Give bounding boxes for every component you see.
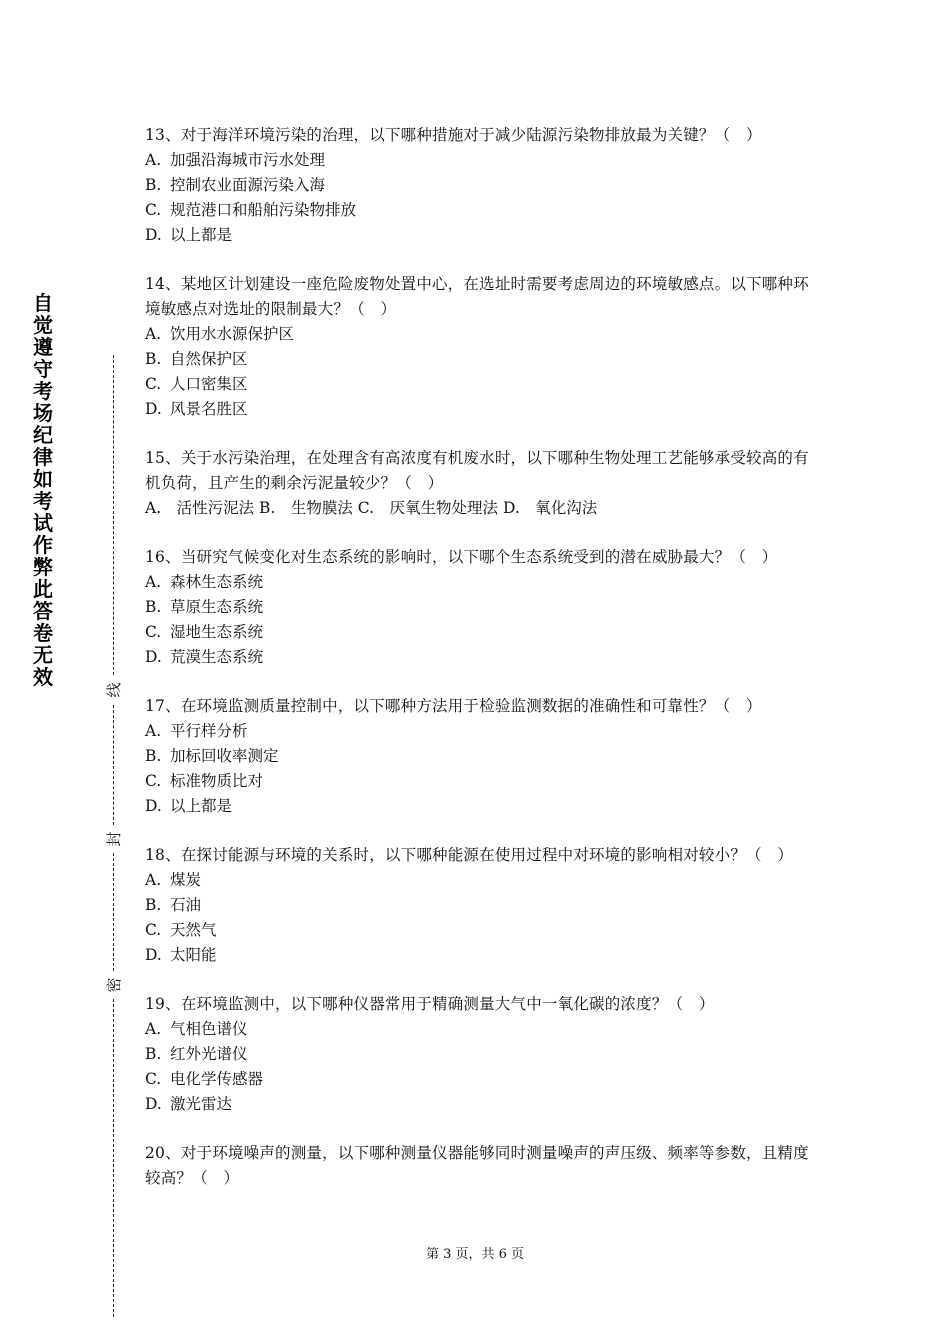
option-text: 太阳能 (170, 946, 217, 964)
question-18 (145, 843, 817, 968)
option-letter: C. (145, 201, 162, 219)
question-stem: 19、在环境监测中，以下哪种仪器常用于精确测量大气中一氧化碳的浓度？（ ） (145, 995, 715, 1013)
notice-char: 此 (33, 577, 53, 601)
option-c (145, 198, 817, 223)
question-13 (145, 123, 817, 248)
option-text: 饮用水水源保护区 (170, 325, 295, 343)
option-letter: B. (145, 350, 162, 368)
binding-line-segment (113, 999, 114, 1317)
notice-char: 作 (33, 533, 53, 557)
option-letter: D. (145, 1095, 162, 1113)
notice-char: 效 (33, 665, 53, 689)
option-text: 煤炭 (170, 871, 202, 889)
notice-char: 自 (33, 291, 53, 315)
option-letter: D. (145, 648, 162, 666)
option-letter: D. (145, 797, 162, 815)
notice-char: 无 (33, 643, 53, 667)
option-d (145, 397, 817, 422)
binding-line-segment (113, 355, 114, 675)
option-letter: A. (145, 573, 162, 591)
option-a (145, 719, 817, 744)
option-text: 加强沿海城市污水处理 (170, 151, 326, 169)
option-b (145, 1042, 817, 1067)
notice-char: 遵 (33, 335, 53, 359)
option-a (145, 322, 817, 347)
option-d (145, 645, 817, 670)
option-letter: B. (145, 747, 162, 765)
notice-char: 弊 (33, 555, 53, 579)
binding-line-segment (113, 853, 114, 971)
option-a (145, 570, 817, 595)
option-text: 电化学传感器 (170, 1070, 264, 1088)
question-stem: 14、某地区计划建设一座危险废物处置中心，在选址时需要考虑周边的环境敏感点。以下哪种环境敏感点对选址的限制最大？（ ） (145, 275, 809, 318)
binding-line-segment (113, 705, 114, 825)
option-text: 标准物质比对 (170, 772, 264, 790)
option-c (145, 372, 817, 397)
option-d (145, 794, 817, 819)
option-text: 加标回收率测定 (170, 747, 279, 765)
option-d (145, 223, 817, 248)
margin-notice (30, 292, 56, 688)
option-b (145, 893, 817, 918)
option-c (145, 1067, 817, 1092)
binding-mark-seal: 封 (105, 831, 123, 847)
option-text: 自然保护区 (170, 350, 248, 368)
binding-mark-line: 线 (105, 682, 123, 698)
notice-char: 考 (33, 489, 53, 513)
question-stem: 13、对于海洋环境污染的治理，以下哪种措施对于减少陆源污染物排放最为关键？（ ） (145, 126, 762, 144)
option-text: 平行样分析 (170, 722, 248, 740)
notice-char: 觉 (33, 313, 53, 337)
option-text: 控制农业面源污染入海 (170, 176, 326, 194)
notice-char: 卷 (33, 621, 53, 645)
option-b (145, 595, 817, 620)
option-letter: C. (145, 375, 162, 393)
question-stem: 20、对于环境噪声的测量，以下哪种测量仪器能够同时测量噪声的声压级、频率等参数，且精度较高？（ ） (145, 1144, 809, 1187)
option-letter: B. (145, 896, 162, 914)
option-letter: A. (145, 871, 162, 889)
option-text: 人口密集区 (170, 375, 248, 393)
option-text: 荒漠生态系统 (170, 648, 264, 666)
option-letter: D. (145, 226, 162, 244)
option-text: 湿地生态系统 (170, 623, 264, 641)
question-14 (145, 272, 817, 422)
option-letter: A. (145, 722, 162, 740)
option-letter: D. (145, 400, 162, 418)
option-c (145, 918, 817, 943)
option-letter: C. (145, 623, 162, 641)
option-letter: A. (145, 151, 162, 169)
question-19 (145, 992, 817, 1117)
notice-char: 守 (33, 357, 53, 381)
notice-char: 考 (33, 379, 53, 403)
option-c (145, 769, 817, 794)
option-b (145, 173, 817, 198)
option-a (145, 868, 817, 893)
question-list (145, 123, 817, 1215)
option-letter: C. (145, 921, 162, 939)
question-stem: 15、关于水污染治理，在处理含有高浓度有机废水时，以下哪种生物处理工艺能够承受较高的有机负荷，且产生的剩余污泥量较少？（ ） (145, 449, 809, 492)
question-stem: 17、在环境监测质量控制中，以下哪种方法用于检验监测数据的准确性和可靠性？（ ） (145, 697, 762, 715)
notice-char: 答 (33, 599, 53, 623)
option-text: 气相色谱仪 (170, 1020, 248, 1038)
option-text: 天然气 (170, 921, 217, 939)
option-letter: C. (145, 1070, 162, 1088)
option-a (145, 148, 817, 173)
option-text: 以上都是 (170, 226, 233, 244)
option-d (145, 1092, 817, 1117)
option-letter: B. (145, 1045, 162, 1063)
option-letter: C. (145, 772, 162, 790)
option-c (145, 620, 817, 645)
option-text: 石油 (170, 896, 202, 914)
option-text: 激光雷达 (170, 1095, 233, 1113)
question-15 (145, 446, 817, 521)
option-text: 红外光谱仪 (170, 1045, 248, 1063)
option-text: 草原生态系统 (170, 598, 264, 616)
option-a (145, 1017, 817, 1042)
inline-options: A. 活性污泥法 B. 生物膜法 C. 厌氧生物处理法 D. 氧化沟法 (145, 499, 598, 517)
option-b (145, 744, 817, 769)
notice-char: 试 (33, 511, 53, 535)
option-text: 风景名胜区 (170, 400, 248, 418)
page-footer: 第 3 页，共 6 页 (425, 1247, 525, 1262)
option-letter: A. (145, 325, 162, 343)
question-16 (145, 545, 817, 670)
option-letter: B. (145, 598, 162, 616)
notice-char: 纪 (33, 423, 53, 447)
question-20 (145, 1141, 817, 1191)
option-b (145, 347, 817, 372)
option-text: 规范港口和船舶污染物排放 (170, 201, 357, 219)
option-letter: A. (145, 1020, 162, 1038)
question-stem: 16、当研究气候变化对生态系统的影响时，以下哪个生态系统受到的潜在威胁最大？（ ） (145, 548, 778, 566)
question-17 (145, 694, 817, 819)
notice-char: 如 (33, 467, 53, 491)
option-text: 以上都是 (170, 797, 233, 815)
option-text: 森林生态系统 (170, 573, 264, 591)
question-stem: 18、在探讨能源与环境的关系时，以下哪种能源在使用过程中对环境的影响相对较小？（ ） (145, 846, 794, 864)
option-letter: B. (145, 176, 162, 194)
option-d (145, 943, 817, 968)
notice-char: 场 (33, 401, 53, 425)
binding-mark-secret: 密 (105, 977, 123, 993)
notice-char: 律 (33, 445, 53, 469)
option-letter: D. (145, 946, 162, 964)
